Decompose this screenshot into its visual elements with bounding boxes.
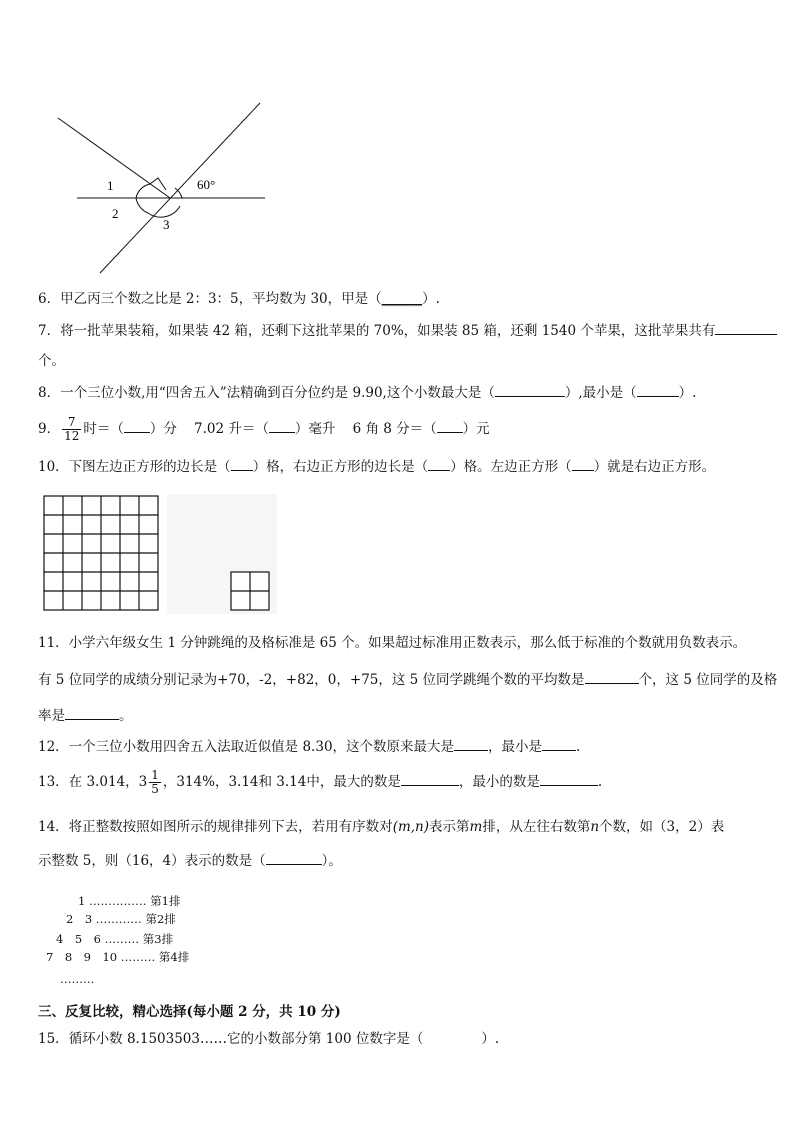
question-11-line2: 有 5 位同学的成绩分别记录为+70，-2，+82，0，+75，这 5 位同学跳绳个数的平均数是 个，这 5 位同学的及格 <box>38 672 778 688</box>
answer-blank[interactable] <box>231 458 253 471</box>
answer-blank[interactable] <box>266 852 322 865</box>
question-10: 10．下图左边正方形的边长是（ ）格，右边正方形的边长是（ ）格。左边正方形（ ）就是右边正方形。 <box>38 459 716 475</box>
section-3-title: 三、反复比较，精心选择(每小题 2 分，共 10 分) <box>38 1004 341 1020</box>
answer-blank[interactable] <box>540 773 598 786</box>
question-14-line2: 示整数 5，则（16，4）表示的数是（ ）。 <box>38 853 342 869</box>
triangle-more: ……… <box>60 972 95 986</box>
question-9: 9． $\frac{7}{12}$ 时＝（ ）分 7.02 升＝（ ）毫升 6 角 8 分＝（ ）元 <box>38 415 490 443</box>
answer-blank[interactable] <box>65 707 119 720</box>
answer-blank[interactable] <box>269 420 295 433</box>
angle-label-2: 2 <box>112 206 119 221</box>
answer-blank[interactable] <box>495 384 565 397</box>
rising-line <box>100 103 260 273</box>
triangle-row-1: 1 …………… 第1排 <box>78 894 181 908</box>
answer-blank[interactable]: ______ <box>381 291 423 307</box>
angle-label-1: 1 <box>107 178 114 193</box>
left-square <box>44 496 158 610</box>
answer-blank[interactable] <box>401 773 459 786</box>
right-angle-mark <box>150 178 166 190</box>
question-7: 7．将一批苹果装箱，如果装 42 箱，还剩下这批苹果的 70%，如果装 85 箱，还剩 1540 个苹果，这批苹果共有 <box>38 322 777 340</box>
triangle-row-3: 4 5 6 ……… 第3排 <box>56 932 174 946</box>
question-6: 6．甲乙丙三个数之比是 2：3：5，平均数为 30，甲是（______）. <box>38 291 440 307</box>
answer-blank[interactable] <box>715 322 777 335</box>
answer-blank[interactable] <box>637 384 679 397</box>
answer-blank[interactable] <box>437 420 463 433</box>
right-square <box>231 572 269 610</box>
question-8: 8．一个三位小数,用“四舍五入”法精确到百分位约是 9.90,这个小数最大是（ ）,最小是（ ）. <box>38 385 697 401</box>
triangle-row-4: 7 8 9 10 ……… 第4排 <box>46 950 190 964</box>
angle-label-3: 3 <box>163 217 170 232</box>
arc-3 <box>148 206 180 217</box>
answer-blank[interactable] <box>428 458 450 471</box>
answer-blank[interactable] <box>572 458 594 471</box>
question-11: 11．小学六年级女生 1 分钟跳绳的及格标准是 65 个。如果超过标准用正数表示，那么低于标准的个数就用负数表示。 <box>38 635 747 651</box>
question-15: 15．循环小数 8.1503503……它的小数部分第 100 位数字是（ ）. <box>38 1031 500 1047</box>
fraction-7-12: $\frac{7}{12}$ <box>64 415 80 443</box>
question-14: 14．将正整数按照如图所示的规律排列下去，若用有序数对(m,n)表示第m排，从左往右数第n个数，如（3，2）表 <box>38 819 725 835</box>
question-13: 13．在 3.014，3 $\frac{1}{5}$ ，314%，3.14和 3.14中，最大的数是 ，最小的数是 . <box>38 768 603 796</box>
question-12: 12．一个三位小数用四舍五入法取近似值是 8.30，这个数原来最大是 ，最小是 . <box>38 739 581 755</box>
answer-blank[interactable] <box>542 738 576 751</box>
answer-blank[interactable] <box>124 420 150 433</box>
ordered-pair: (m,n) <box>392 819 430 835</box>
answer-blank[interactable] <box>585 671 639 684</box>
arc-2 <box>136 198 148 213</box>
falling-line <box>58 118 170 198</box>
square-grid-figure <box>42 494 277 614</box>
angle-label-60: 60° <box>197 177 216 192</box>
question-11-line3: 率是 。 <box>38 708 133 724</box>
fraction-1-5: $\frac{1}{5}$ <box>151 768 159 796</box>
question-7-line2: 个。 <box>38 353 65 369</box>
arc-1 <box>136 184 150 198</box>
angle-figure <box>50 98 280 278</box>
triangle-row-2: 2 3 ………… 第2排 <box>66 912 176 926</box>
answer-blank[interactable] <box>454 738 488 751</box>
